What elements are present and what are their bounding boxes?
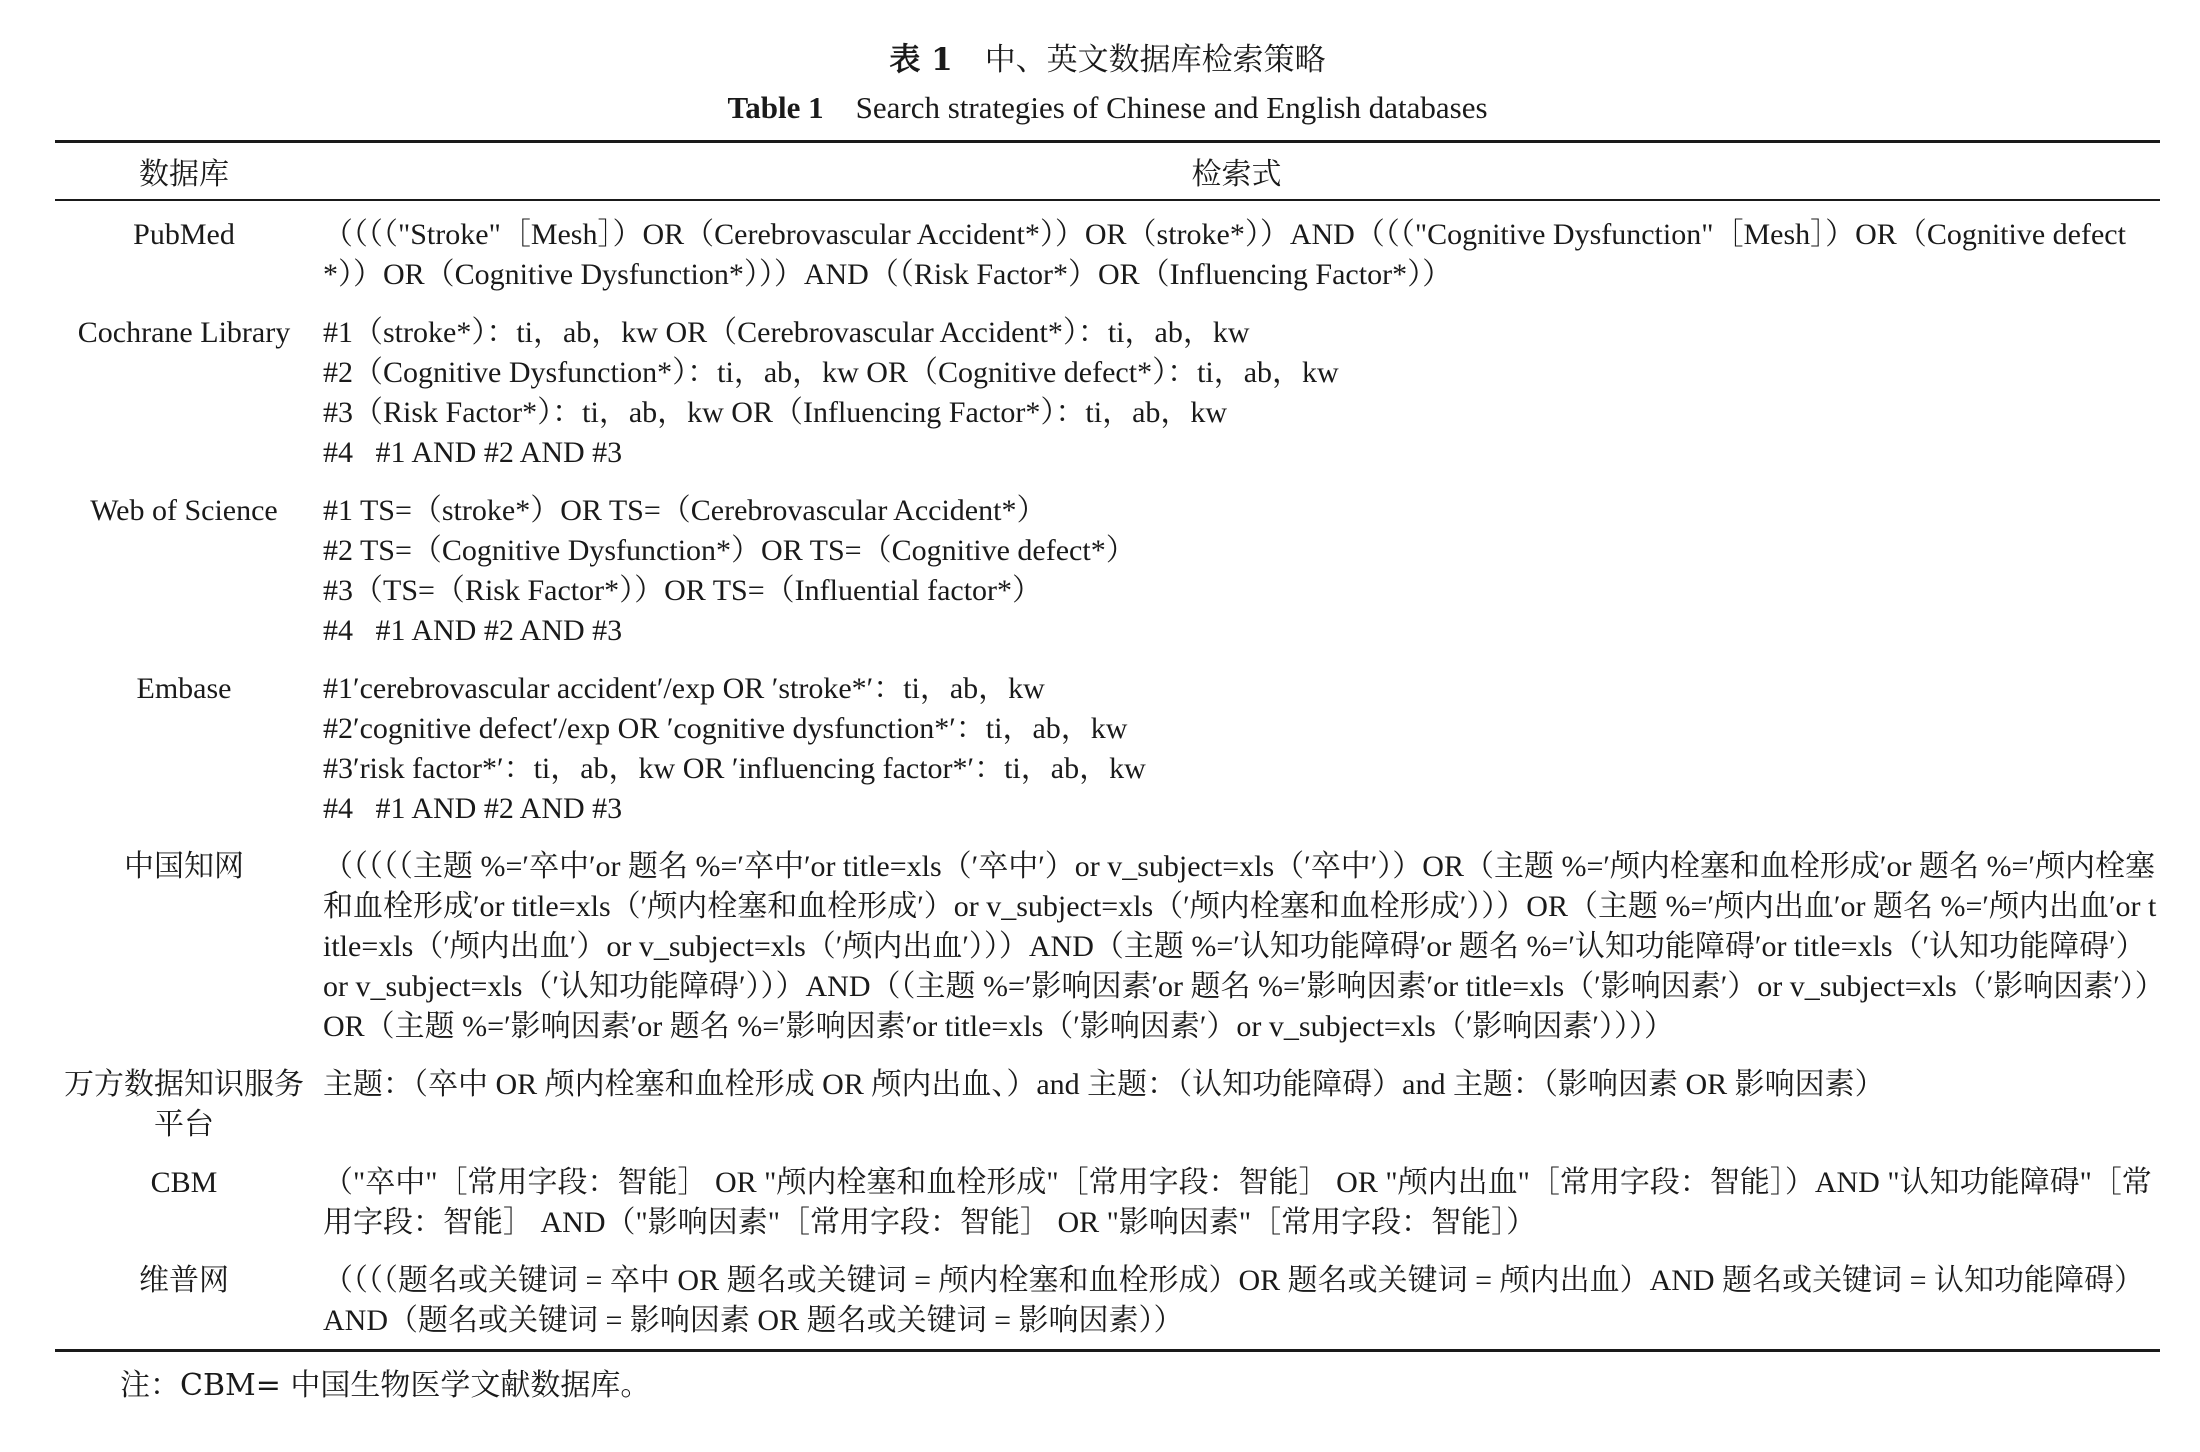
database-name-cell: Cochrane Library: [77, 316, 291, 349]
table-body: [55, 200, 2160, 1351]
search-query-line: #2′cognitive defect′/exp OR ′cognitive dysfunction*′：ti，ab，kw: [323, 712, 1128, 745]
table-row: [55, 835, 2160, 1053]
search-query-cell: [313, 835, 2160, 1053]
table-row: [55, 1053, 2160, 1151]
database-name-cell: 维普网: [55, 1249, 313, 1351]
search-query-line: #4 #1 AND #2 AND #3: [323, 614, 623, 647]
database-name-cell: 万方数据知识服务平台: [64, 1068, 304, 1141]
table-title-chinese: [55, 40, 2160, 80]
search-query-line: #3（Risk Factor*）：ti，ab，kw OR（Influencing Factor*）：ti，ab，kw: [323, 396, 1228, 429]
search-query-line: （（（（题名或关键词 = 卒中 OR 题名或关键词 = 颅内栓塞和血栓形成）OR 题名或关键词 = 颅内出血）AND 题名或关键词 = 认知功能障碍）AND（题名或关键词 = 影响因素 OR 题名或关键词 = 影响因素））: [323, 1264, 2145, 1337]
search-query-line: （（（（"Stroke"［Mesh］）OR（Cerebrovascular Accident*））OR（stroke*））AND（（（"Cognitive Dysfunction"［Mesh］）OR（Cognitive defect*））OR（Cognitive Dysfunction*）））AND（（Risk Factor*）OR（Influencing Factor*））: [323, 218, 2126, 291]
search-query-line: #4 #1 AND #2 AND #3: [323, 792, 623, 825]
search-query-line: #3（TS=（Risk Factor*））OR TS=（Influential factor*）: [323, 574, 1043, 607]
database-name-cell: 中国知网: [124, 850, 244, 883]
header-database: 数据库: [55, 142, 313, 201]
database-name-cell: Web of Science: [90, 494, 278, 527]
search-query-cell: [313, 1249, 2160, 1351]
search-query-line: （"卒中"［常用字段：智能］ OR "颅内栓塞和血栓形成"［常用字段：智能］ OR "颅内出血"［常用字段：智能］）AND "认知功能障碍"［常用字段：智能］ AND（"影响因素"［常用字段：智能］ OR "影响因素"［常用字段：智能］）: [323, 1166, 2152, 1239]
search-query-cell: [313, 200, 2160, 301]
database-name-cell: Embase: [136, 672, 232, 705]
table-footnote: 注：CBM= 中国生物医学文献数据库。: [120, 1368, 651, 1403]
table-row: [55, 1151, 2160, 1249]
search-query-line: 主题：（卒中 OR 颅内栓塞和血栓形成 OR 颅内出血、）and 主题：（认知功能障碍）and 主题：（影响因素 OR 影响因素）: [323, 1068, 1885, 1101]
search-query-cell: [313, 479, 2160, 657]
search-query-cell: [313, 1053, 2160, 1151]
table-title-english-text: Search strategies of Chinese and English databases: [855, 90, 1488, 125]
search-query-line: #4 #1 AND #2 AND #3: [323, 436, 623, 469]
database-name-cell: PubMed: [133, 218, 235, 251]
table-row: [55, 301, 2160, 479]
search-query-line: #1 TS=（stroke*）OR TS=（Cerebrovascular Accident*）: [323, 494, 1047, 527]
document-page: [55, 40, 2160, 1406]
table-row: [55, 200, 2160, 301]
search-query-line: #2（Cognitive Dysfunction*）：ti，ab，kw OR（Cognitive defect*）：ti，ab，kw: [323, 356, 1339, 389]
table-label-chinese: 表 1: [889, 42, 953, 78]
table-row: [55, 657, 2160, 835]
table-label-english: Table 1: [727, 90, 824, 125]
table-title-english: [55, 88, 2160, 128]
table-row: [55, 1249, 2160, 1351]
search-strategy-table: [55, 140, 2160, 1352]
table-row: [55, 479, 2160, 657]
search-query-line: #3′risk factor*′：ti，ab，kw OR ′influencing factor*′：ti，ab，kw: [323, 752, 1146, 785]
database-name-cell: CBM: [150, 1166, 218, 1199]
search-query-line: #1′cerebrovascular accident′/exp OR ′stroke*′：ti，ab，kw: [323, 672, 1045, 705]
header-search-query: 检索式: [313, 142, 2160, 201]
search-query-line: #2 TS=（Cognitive Dysfunction*）OR TS=（Cognitive defect*）: [323, 534, 1136, 567]
table-title-chinese-text: 中、英文数据库检索策略: [984, 42, 1326, 78]
search-query-line: #1（stroke*）：ti，ab，kw OR（Cerebrovascular Accident*）：ti，ab，kw: [323, 316, 1250, 349]
search-query-cell: [313, 657, 2160, 835]
search-query-cell: [313, 1151, 2160, 1249]
table-header-row: [55, 142, 2160, 201]
search-query-line: （（（（（主题 %=′卒中′or 题名 %=′卒中′or title=xls（′卒中′）or v_subject=xls（′卒中′））OR（主题 %=′颅内栓塞和血栓形成′or 题名 %=′颅内栓塞和血栓形成′or title=xls（′颅内栓塞和血栓形成′）or v_subject=xls（′颅内栓塞和血栓形成′）））OR（主题 %=′颅内出血′or 题名 %=′颅内出血′or title=xls（′颅内出血′）or v_subject=xls（′颅内出血′）））AND（主题 %=′认知功能障碍′or 题名 %=′认知功能障碍′or title=xls（′认知功能障碍′）or v_subject=xls（′认知功能障碍′）））AND（（主题 %=′影响因素′or 题名 %=′影响因素′or title=xls（′影响因素′）or v_subject=xls（′影响因素′））OR（主题 %=′影响因素′or 题名 %=′影响因素′or title=xls（′影响因素′）or v_subject=xls（′影响因素′））））: [323, 850, 2157, 1043]
search-query-cell: [313, 301, 2160, 479]
